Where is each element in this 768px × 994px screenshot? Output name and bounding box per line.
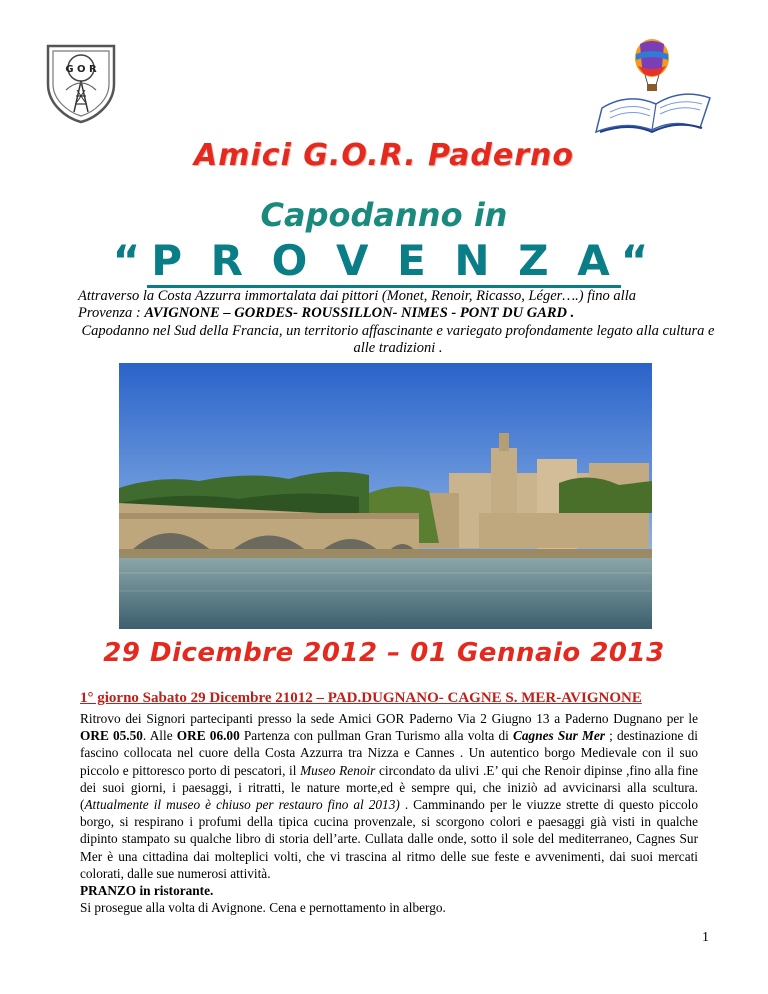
quote-open: “ xyxy=(112,236,148,285)
meeting-time: ORE 05.50 xyxy=(80,728,143,744)
destination-place: Cagnes Sur Mer xyxy=(513,728,605,744)
departure-time: ORE 06.00 xyxy=(176,728,240,744)
intro-line-2 xyxy=(78,305,718,322)
museum-note: Attualmente il museo è chiuso per restauro fino al 2013) xyxy=(84,797,400,813)
intro-line-1: Attraverso la Costa Azzurra immortalata dai pittori (Monet, Renoir, Ricasso, Léger….) fino alla xyxy=(78,288,636,304)
museum-name: Museo Renoir xyxy=(300,762,376,778)
hot-air-balloon-book-icon xyxy=(590,38,720,138)
text-span: . Alle xyxy=(142,728,177,744)
day-1-paragraph xyxy=(80,710,698,882)
event-dates: 29 Dicembre 2012 – 01 Gennaio 2013 xyxy=(103,638,665,668)
day-1-body xyxy=(80,710,698,916)
lunch-line xyxy=(80,882,698,899)
text-span: . Camminando per le viuzze strette di questo piccolo borgo, si respirano i profumi della tipica cucina provenzale, si scorgono colori e paesaggi già visti in qualche dipinto stampato su qualche libro di storia dell’arte. Cullata dalle onde, sotto il sole del mediterraneo, Cagnes Sur Mer è una cittadina dai molteplici volti, che vi trascina al ritmo delle sue feste e avvenimenti, dai suoi mercati colorati, dalle sue numerosi attività. xyxy=(80,797,698,881)
text-span: Partenza con pullman Gran Turismo alla volta di xyxy=(239,728,514,744)
page-number: 1 xyxy=(702,930,709,945)
gor-logo xyxy=(44,40,118,124)
intro-places: AVIGNONE – GORDES- ROUSSILLON- NIMES - PONT DU GARD . xyxy=(144,305,575,321)
quote-close: “ xyxy=(620,236,656,285)
lunch-text: PRANZO in ristorante. xyxy=(80,883,214,899)
logo-text: G O R xyxy=(65,64,97,75)
intro-text xyxy=(78,288,718,357)
text-span: circondato da ulivi .E’ qui che Renoir dipinse ,fino alla fine dei suoi giorni, i paesaggi, i ritratti, le nature morte,ed è sempre qui, che iniziò ad avvicinarsi alla scultura. ( xyxy=(80,762,698,813)
intro-line-2-prefix: Provenza : xyxy=(78,305,145,321)
destination-title xyxy=(0,236,768,285)
organization-title: Amici G.O.R. Paderno xyxy=(194,138,574,173)
event-subtitle: Capodanno in xyxy=(260,196,508,234)
gor-radio-tower-shield-icon xyxy=(44,40,118,124)
text-span: ; destinazione di fascino collocata nel cuore della Costa Azzurra tra Nizza e Cannes . Un autentico borgo Medievale con il suo piccolo e pittoresco porto di pescatori, il xyxy=(80,728,698,778)
destination-word: P R O V E N Z A xyxy=(147,236,621,288)
text-span: Ritrovo dei Signori partecipanti presso la sede Amici GOR Paderno Via 2 Giugno 13 a Paderno Dugnano per le xyxy=(80,711,698,726)
day-1-title: 1° giorno Sabato 29 Dicembre 21012 – PAD.DUGNANO- CAGNE S. MER-AVIGNONE xyxy=(80,690,642,706)
intro-line-3: Capodanno nel Sud della Francia, un territorio affascinante e variegato profondamente legato alla cultura e alle tradizioni . xyxy=(81,323,715,356)
avignon-bridge-photo xyxy=(119,363,652,629)
closing-line: Si prosegue alla volta di Avignone. Cena e pernottamento in albergo. xyxy=(80,900,446,916)
